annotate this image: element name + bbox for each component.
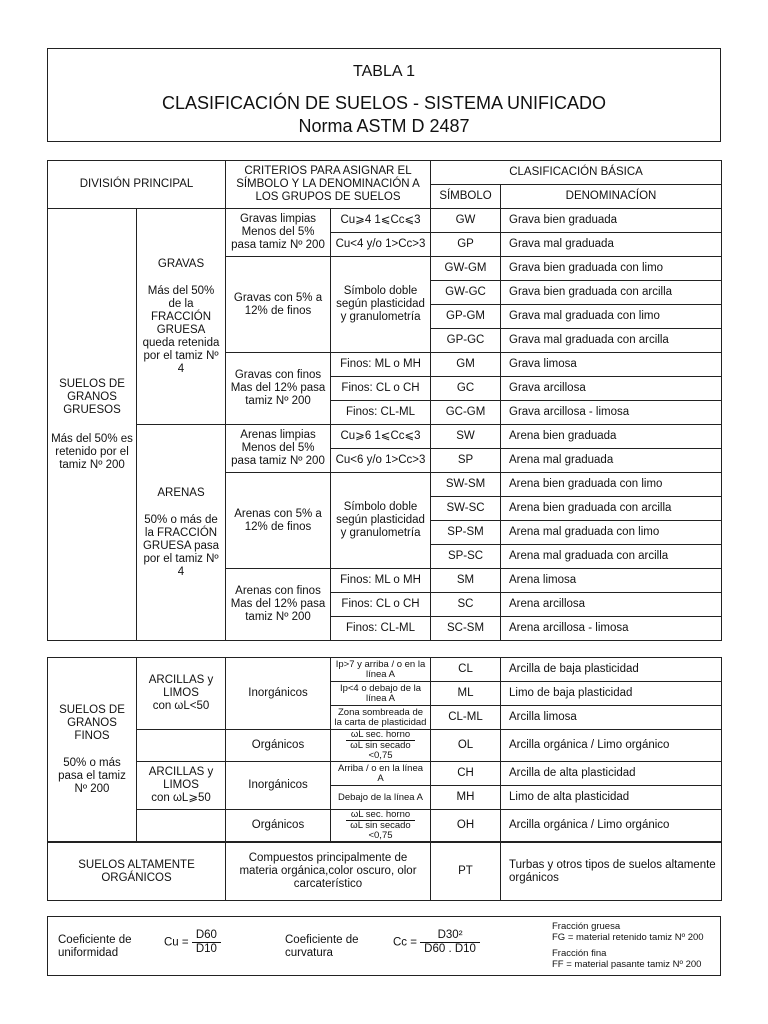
table-row-name: Arcilla de alta plasticidad bbox=[501, 762, 722, 786]
table-row-name: Arcilla orgánica / Limo orgánico bbox=[501, 730, 722, 762]
organic-soils-table bbox=[47, 842, 722, 901]
coarse-soils-title: SUELOS DE GRANOS GRUESOS bbox=[59, 377, 125, 416]
simbolo-doble-arenas: Símbolo doble según plasticidad y granulometría bbox=[331, 473, 431, 569]
header-box bbox=[47, 48, 721, 142]
cc-denominator: D60 . D10 bbox=[424, 943, 476, 955]
ratio-value: <0,75 bbox=[368, 750, 393, 761]
organicos-high-spacer bbox=[137, 810, 226, 842]
table-row-crit: Finos: ML o MH bbox=[331, 353, 431, 377]
simbolo-doble-gravas: Símbolo doble según plasticidad y granulometría bbox=[331, 257, 431, 353]
inorganicos-low: Inorgánicos bbox=[226, 658, 331, 730]
table-row-crit: Finos: CL o CH bbox=[331, 377, 431, 401]
table-row-name: Arena bien graduada bbox=[501, 425, 722, 449]
table-row-crit: Cu<6 y/o 1>Cc>3 bbox=[331, 449, 431, 473]
table-row-name: Grava arcillosa bbox=[501, 377, 722, 401]
table-row-name: Arena bien graduada con limo bbox=[501, 473, 722, 497]
cu-denominator: D10 bbox=[195, 943, 217, 955]
organic-soils-name: Turbas y otros tipos de suelos altamente orgánicos bbox=[501, 843, 722, 901]
header-simbolo: SÍMBOLO bbox=[431, 185, 501, 209]
table-row-symbol: SW-SC bbox=[431, 497, 501, 521]
table-row-symbol: SC bbox=[431, 593, 501, 617]
cu-numerator: D60 bbox=[192, 929, 221, 943]
cu-symbol: Cu = bbox=[164, 936, 189, 949]
table-row-name: Arcilla de baja plasticidad bbox=[501, 658, 722, 682]
table-row-crit: Arriba / o en la línea A bbox=[331, 762, 431, 786]
fine-soils-table bbox=[47, 657, 722, 842]
cc-label: Coeficiente de curvatura bbox=[285, 934, 359, 959]
table-row-name: Arena mal graduada bbox=[501, 449, 722, 473]
organicos-low-spacer bbox=[137, 730, 226, 762]
ff-title: Fracción fina bbox=[552, 948, 607, 959]
fine-soils-label bbox=[48, 658, 137, 842]
header-line3: Norma ASTM D 2487 bbox=[298, 116, 470, 136]
ratio-numerator: ωL sec. horno bbox=[346, 730, 414, 741]
organic-ratio-high bbox=[331, 810, 431, 842]
cc-numerator: D30² bbox=[420, 929, 480, 943]
table-row-crit: Debajo de la línea A bbox=[331, 786, 431, 810]
table-row-name: Grava limosa bbox=[501, 353, 722, 377]
organic-soils-crit: Compuestos principalmente de materia orgánica,color oscuro, olor carcaterístico bbox=[226, 843, 431, 901]
table-row-name: Arena arcillosa bbox=[501, 593, 722, 617]
table-row-name: Grava mal graduada con limo bbox=[501, 305, 722, 329]
liquid-limit-low: con ωL<50 bbox=[152, 700, 210, 712]
arcillas-limos-low bbox=[137, 658, 226, 730]
footer-box bbox=[47, 916, 721, 976]
table-row-symbol: CL bbox=[431, 658, 501, 682]
fg-title: Fracción gruesa bbox=[552, 921, 621, 932]
table-row-crit: Finos: ML o MH bbox=[331, 569, 431, 593]
arenas-title: ARENAS bbox=[157, 486, 205, 499]
table-row-symbol: GW-GM bbox=[431, 257, 501, 281]
arenas-limpias: Arenas limpias Menos del 5% pasa tamiz Nº 200 bbox=[226, 425, 331, 473]
arenas-label bbox=[137, 425, 226, 641]
table-row-crit: Finos: CL o CH bbox=[331, 593, 431, 617]
table-row-name: Arcilla limosa bbox=[501, 706, 722, 730]
table-row-crit: Ip>7 y arriba / o en la línea A bbox=[331, 658, 431, 682]
ratio-denominator: ωL sin secado bbox=[350, 740, 411, 751]
table-row-symbol: GC bbox=[431, 377, 501, 401]
table-row-crit: Finos: CL-ML bbox=[331, 617, 431, 641]
fine-soils-desc: 50% o más pasa el tamiz Nº 200 bbox=[58, 756, 126, 795]
table-row-crit: Zona sombreada de la carta de plasticidad bbox=[331, 706, 431, 730]
coarse-soils-table bbox=[47, 160, 722, 641]
organic-ratio-low bbox=[331, 730, 431, 762]
table-row-symbol: GP-GC bbox=[431, 329, 501, 353]
table-row-crit: Finos: CL-ML bbox=[331, 401, 431, 425]
fg-def: FG = material retenido tamiz Nº 200 bbox=[552, 932, 704, 943]
organicos-high: Orgánicos bbox=[226, 810, 331, 842]
arenas-desc: 50% o más de la FRACCIÓN GRUESA pasa por el tamiz Nº 4 bbox=[142, 513, 220, 578]
gravas-desc: Más del 50% de la FRACCIÓN GRUESA queda retenida por el tamiz Nº 4 bbox=[142, 284, 220, 375]
table-row-symbol: SP-SC bbox=[431, 545, 501, 569]
table-row-symbol: GW bbox=[431, 209, 501, 233]
table-row-symbol: GC-GM bbox=[431, 401, 501, 425]
arenas-5-12: Arenas con 5% a 12% de finos bbox=[226, 473, 331, 569]
table-row-name: Limo de alta plasticidad bbox=[501, 786, 722, 810]
table-row-name: Grava bien graduada bbox=[501, 209, 722, 233]
arcillas-limos-high-title: ARCILLAS y LIMOS bbox=[148, 766, 214, 791]
header-clasificacion: CLASIFICACIÓN BÁSICA bbox=[431, 161, 722, 185]
gravas-label bbox=[137, 209, 226, 425]
table-row-symbol: MH bbox=[431, 786, 501, 810]
table-row-symbol: GP-GM bbox=[431, 305, 501, 329]
organic-soils-symbol: PT bbox=[431, 843, 501, 901]
coarse-soils-label bbox=[48, 209, 137, 641]
table-row-crit: Cu<4 y/o 1>Cc>3 bbox=[331, 233, 431, 257]
arenas-finos-12: Arenas con finos Mas del 12% pasa tamiz Nº 200 bbox=[226, 569, 331, 641]
organic-soils-label: SUELOS ALTAMENTE ORGÁNICOS bbox=[48, 843, 226, 901]
table-row-name: Grava arcillosa - limosa bbox=[501, 401, 722, 425]
table-row-crit: Ip<4 o debajo de la línea A bbox=[331, 682, 431, 706]
table-row-name: Limo de baja plasticidad bbox=[501, 682, 722, 706]
table-row-symbol: GM bbox=[431, 353, 501, 377]
ratio-denominator: ωL sin secado bbox=[350, 820, 411, 831]
fine-soils-title: SUELOS DE GRANOS FINOS bbox=[59, 703, 125, 742]
arcillas-limos-high bbox=[137, 762, 226, 810]
table-row-symbol: SP-SM bbox=[431, 521, 501, 545]
table-row-name: Grava mal graduada con arcilla bbox=[501, 329, 722, 353]
header-criterios: CRITERIOS PARA ASIGNAR EL SÍMBOLO Y LA DENOMINACIÓN A LOS GRUPOS DE SUELOS bbox=[226, 161, 431, 209]
ff-def: FF = material pasante tamiz Nº 200 bbox=[552, 959, 702, 970]
table-row-crit: Cu⩾6 1⩽Cc⩽3 bbox=[331, 425, 431, 449]
table-row-symbol: SW bbox=[431, 425, 501, 449]
table-row-symbol: ML bbox=[431, 682, 501, 706]
table-row-name: Arena mal graduada con limo bbox=[501, 521, 722, 545]
cu-formula bbox=[164, 929, 221, 956]
table-row-symbol: OL bbox=[431, 730, 501, 762]
ratio-numerator: ωL sec. horno bbox=[346, 810, 414, 821]
table-row-symbol: GP bbox=[431, 233, 501, 257]
gravas-title: GRAVAS bbox=[157, 257, 205, 270]
table-row-symbol: SP bbox=[431, 449, 501, 473]
header-line1: TABLA 1 bbox=[353, 63, 415, 80]
header-division: DIVISIÓN PRINCIPAL bbox=[48, 161, 226, 209]
inorganicos-high: Inorgánicos bbox=[226, 762, 331, 810]
cc-symbol: Cc = bbox=[393, 936, 417, 949]
table-row-symbol: SC-SM bbox=[431, 617, 501, 641]
table-row-crit: Cu⩾4 1⩽Cc⩽3 bbox=[331, 209, 431, 233]
table-row-symbol: SW-SM bbox=[431, 473, 501, 497]
table-row-symbol: OH bbox=[431, 810, 501, 842]
table-row-name: Arena mal graduada con arcilla bbox=[501, 545, 722, 569]
organicos-low: Orgánicos bbox=[226, 730, 331, 762]
table-row-name: Grava bien graduada con limo bbox=[501, 257, 722, 281]
arcillas-limos-low-title: ARCILLAS y LIMOS bbox=[148, 674, 214, 699]
header-line2: CLASIFICACIÓN DE SUELOS - SISTEMA UNIFICADO bbox=[161, 93, 607, 113]
gravas-limpias: Gravas limpias Menos del 5% pasa tamiz Nº 200 bbox=[226, 209, 331, 257]
cu-label: Coeficiente de uniformidad bbox=[58, 934, 132, 959]
table-row-name: Arcilla orgánica / Limo orgánico bbox=[501, 810, 722, 842]
table-row-name: Grava bien graduada con arcilla bbox=[501, 281, 722, 305]
liquid-limit-high: con ωL⩾50 bbox=[151, 792, 211, 804]
gravas-5-12: Gravas con 5% a 12% de finos bbox=[226, 257, 331, 353]
header-denominacion: DENOMINACÍON bbox=[501, 185, 722, 209]
table-row-name: Arena limosa bbox=[501, 569, 722, 593]
cc-formula bbox=[393, 929, 480, 956]
table-row-symbol: CL-ML bbox=[431, 706, 501, 730]
fraction-defs bbox=[552, 921, 704, 970]
table-row-symbol: SM bbox=[431, 569, 501, 593]
table-row-name: Grava mal graduada bbox=[501, 233, 722, 257]
ratio-value: <0,75 bbox=[368, 830, 393, 841]
coarse-soils-desc: Más del 50% es retenido por el tamiz Nº 200 bbox=[51, 432, 133, 471]
table-row-symbol: CH bbox=[431, 762, 501, 786]
table-row-name: Arena arcillosa - limosa bbox=[501, 617, 722, 641]
gravas-finos-12: Gravas con finos Mas del 12% pasa tamiz Nº 200 bbox=[226, 353, 331, 425]
table-row-name: Arena bien graduada con arcilla bbox=[501, 497, 722, 521]
table-row-symbol: GW-GC bbox=[431, 281, 501, 305]
